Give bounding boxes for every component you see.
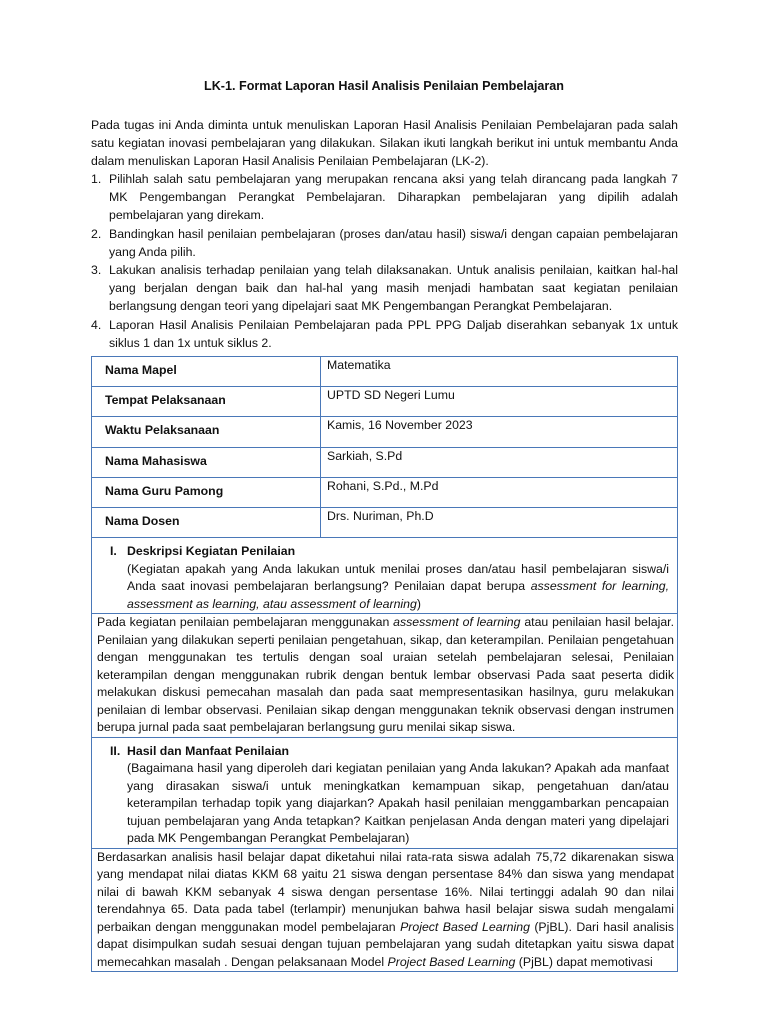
section-heading [110,543,669,561]
answer-text-end: (PjBL) dapat memotivasi [515,954,653,969]
field-label: Tempat Pelaksanaan [92,387,321,417]
table-row [92,357,678,387]
section-header [92,538,678,614]
list-text: Laporan Hasil Analisis Penilaian Pembelajaran pada PPL PPG Daljab diserahkan sebanyak 1x untuk siklus 1 dan 1x untuk siklus 2. [109,317,678,350]
section-question: (Bagaimana hasil yang diperoleh dari kegiatan penilaian yang Anda lakukan? Apakah ada manfaat yang dirasakan siswa/i untuk meningkatkan kemampuan sikap, pengetahuan dan/atau keterampilan terhadap topik yang diajarkan? Apakah hasil penilaian menggambarkan pencapaian tujuan pembelajaran yang Anda tetapkan? Kaitkan penjelasan Anda dengan materi yang dipelajari pada MK Pengembangan Perangkat Pembelajaran) [127,761,669,846]
document-title: LK-1. Format Laporan Hasil Analisis Penilaian Pembelajaran [204,79,564,93]
field-value: Drs. Nuriman, Ph.D [321,507,678,537]
section-title: Hasil dan Manfaat Penilaian [127,743,289,758]
instruction-list [91,170,678,352]
list-item [91,316,678,352]
section-answer [92,614,678,738]
question-text: (Kegiatan apakah yang Anda lakukan untuk menilai proses dan/atau hasil pembelajaran siswa/i Anda saat inovasi pembelajaran berlangsung? Penilaian dapat berupa [127,561,669,594]
table-row [92,417,678,447]
field-value: Matematika [321,357,678,387]
table-row [92,477,678,507]
section-header-row [92,538,678,614]
answer-text: Pada kegiatan penilaian pembelajaran menggunakan [97,615,394,630]
section-heading [110,743,669,761]
answer-italic-text: assessment of learning [393,615,521,630]
list-text: Pilihlah salah satu pembelajaran yang merupakan rencana aksi yang telah dirancang pada langkah 7 MK Pengembangan Perangkat Pembelajaran. Diharapkan pembelajaran yang dipilih adalah pembelajaran yang direkam. [109,172,678,223]
section-body-row [92,614,678,738]
answer-text: (PjBL). Dari hasil analisis dapat disimpulkan sudah sesuai dengan tujuan pembelajaran yang sudah ditetapkan yaitu siswa dapat memecahkan masalah . Dengan pelaksanaan Model [97,919,675,969]
section-body-row [92,848,678,972]
list-text: Bandingkan hasil penilaian pembelajaran (proses dan/atau hasil) siswa/i dengan capaian pembelajaran yang Anda pilih. [109,226,678,259]
field-label: Nama Guru Pamong [92,477,321,507]
field-label: Nama Mapel [92,357,321,387]
list-text: Lakukan analisis terhadap penilaian yang telah dilaksanakan. Untuk analisis penilaian, kaitkan hal-hal yang berjalan dengan baik dan hal-hal yang masih menjadi hambatan saat kegiatan penilaian berlangsung dengan teori yang dipelajari saat MK Pengembangan Perangkat Pembelajaran. [109,263,678,314]
answer-text: Berdasarkan analisis hasil belajar dapat diketahui nilai rata-rata siswa adalah 75,72 dikarenakan siswa yang mendapat nilai diatas KKM 68 yaitu 21 siswa dengan persentase 84% dan siswa yang mendapat nilai di bawah KKM sebanyak 4 siswa dengan persentase 16%. Nilai tertinggi adalah 90 dan nilai terendahnya 65. Data pada tabel (terlampir) menunjukan bahwa hasil belajar siswa sudah mengalami perbaikan dengan menggunakan model pembelajaran [97,849,674,934]
field-value: Sarkiah, S.Pd [321,447,678,477]
question-italic-text: assessment for learning, assessment as learning, atau assessment of learning [127,579,670,611]
field-label: Waktu Pelaksanaan [92,417,321,447]
list-item [91,261,678,316]
section-title: Deskripsi Kegiatan Penilaian [127,544,296,559]
section-number: II. [110,743,121,758]
list-item [91,170,678,225]
answer-italic-text: Project Based Learning [387,954,516,969]
field-label: Nama Mahasiswa [92,447,321,477]
table-row [92,507,678,537]
question-text-end: ) [416,596,421,611]
section-header-row [92,737,678,848]
table-row [92,387,678,417]
answer-italic-text: Project Based Learning [400,919,530,934]
list-number: 3. [91,263,102,278]
report-table [91,356,678,972]
section-answer [92,848,678,972]
section-number: I. [110,544,117,559]
section-header [92,737,678,848]
answer-text-end: atau penilaian hasil belajar. Penilaian yang dilakukan seperti penilaian pengetahuan, sikap, dan keterampilan. Penilaian pengetahuan dengan menggunakan tes tertulis dengan soal uraian setelah pembelajaran selesai, Penilaian keterampilan dengan menggunakan rubrik dengan bentuk lembar observasi Pada saat peserta didik melakukan diskusi pemecahan masalah dan pada saat mempresentasikan hasilnya, guru melakukan penilaian di lembar observasi. Penilaian sikap dengan menggunakan teknik observasi dengan instrumen berupa jurnal pada saat pembelajaran berlangsung guru menilai sikap siswa. [97,615,674,735]
field-value: Kamis, 16 November 2023 [321,417,678,447]
field-value: UPTD SD Negeri Lumu [321,387,678,417]
field-label: Nama Dosen [92,507,321,537]
intro-paragraph: Pada tugas ini Anda diminta untuk menuliskan Laporan Hasil Analisis Penilaian Pembelajaran pada salah satu kegiatan inovasi pembelajaran yang dilakukan. Silakan ikuti langkah berikut ini untuk membantu Anda dalam menuliskan Laporan Hasil Analisis Penilaian Pembelajaran (LK-2). [91,118,678,169]
list-number: 4. [91,317,102,332]
list-number: 1. [91,172,102,186]
table-row [92,447,678,477]
section-question [110,561,669,614]
list-number: 2. [91,226,102,241]
list-item [91,225,678,261]
field-value: Rohani, S.Pd., M.Pd [321,477,678,507]
